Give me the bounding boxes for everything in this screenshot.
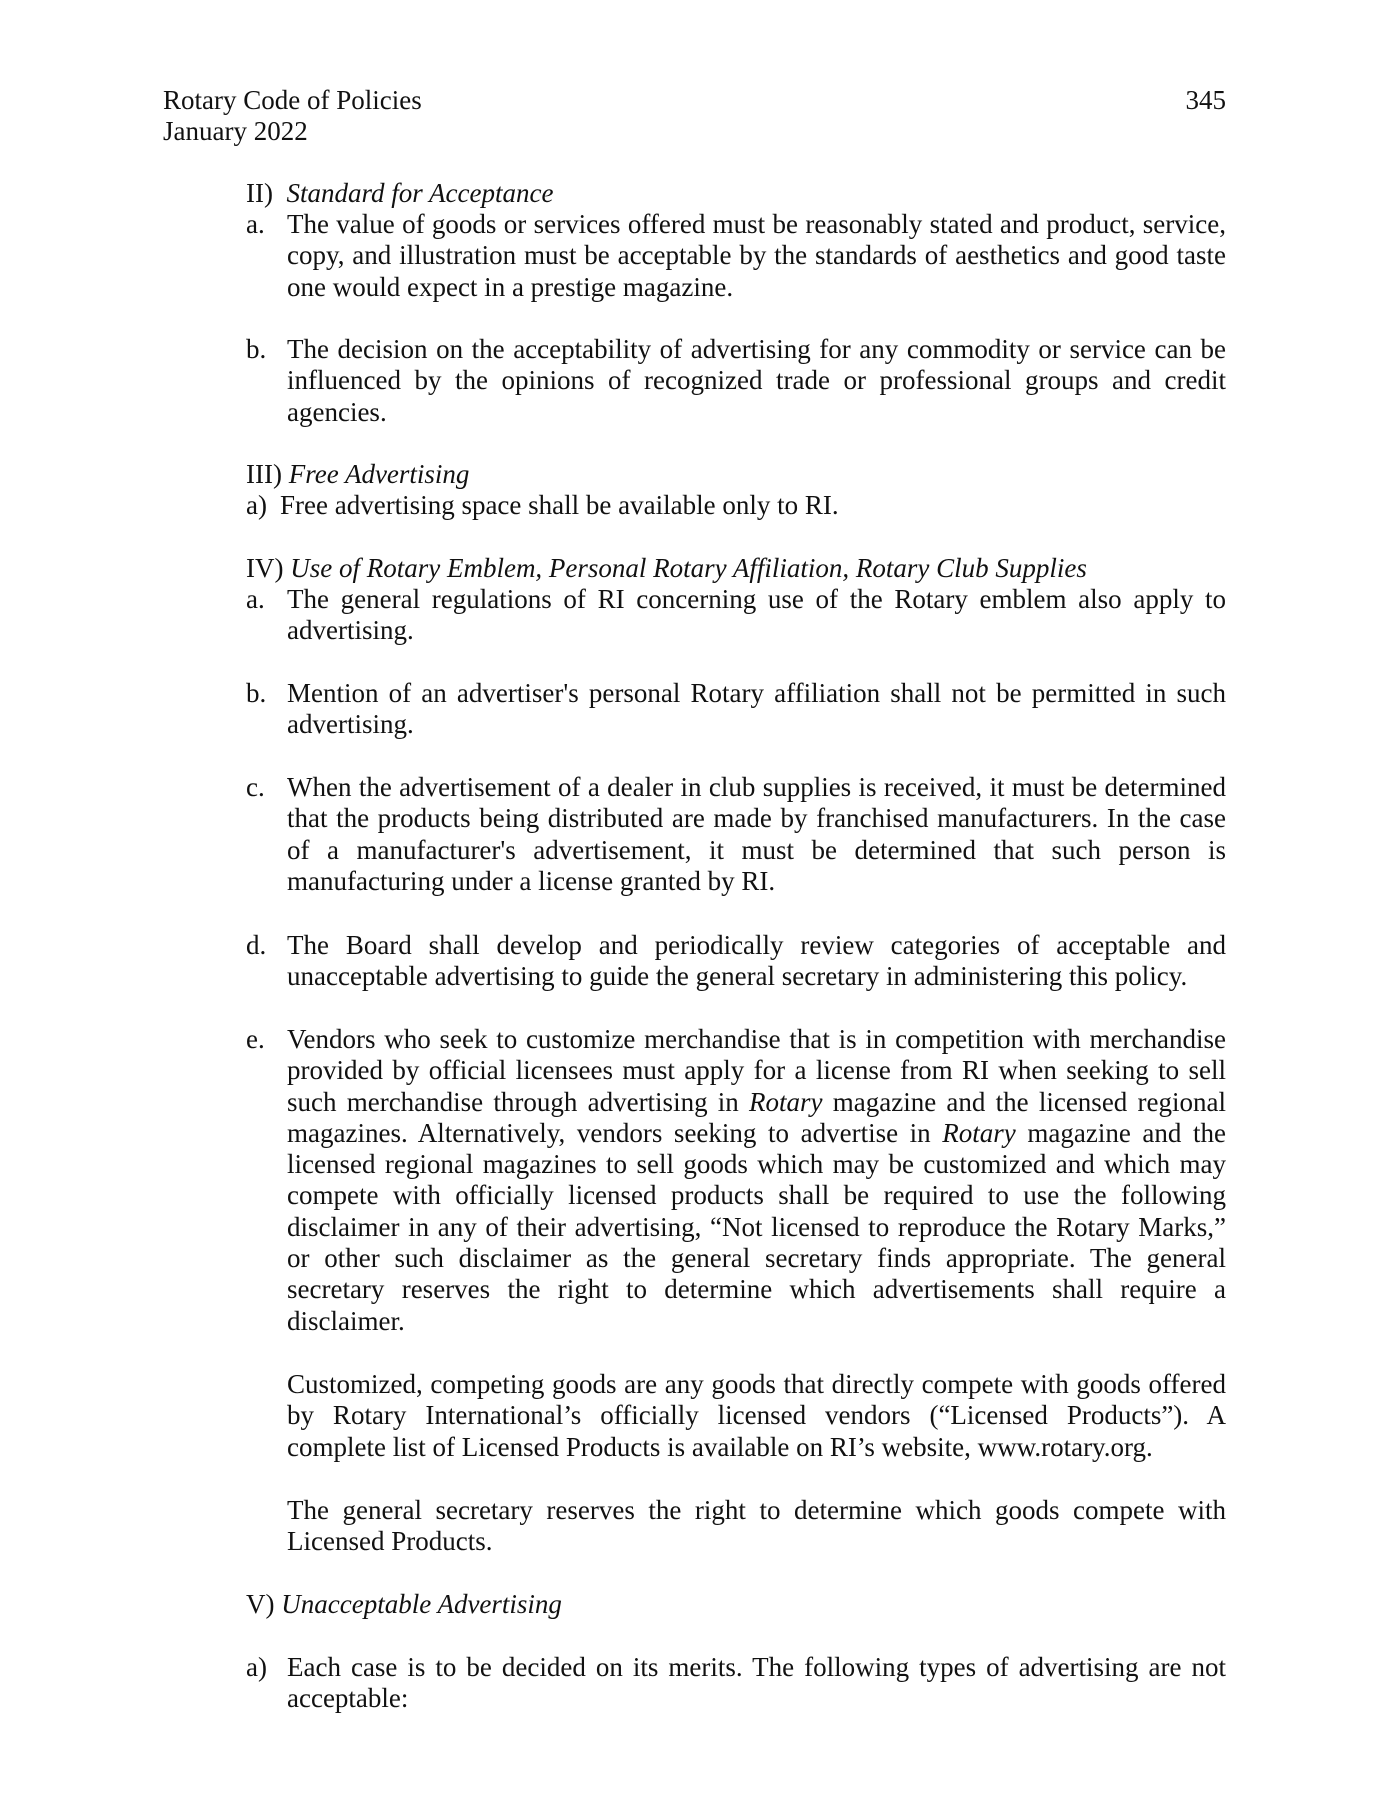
item-label: b. xyxy=(246,334,267,364)
list-item xyxy=(246,490,1226,521)
item-text: Mention of an advertiser's personal Rotary affiliation shall not be permitted in such advertising. xyxy=(287,678,1226,740)
section-heading-unacceptable-advertising xyxy=(246,1589,562,1620)
item-label: b. xyxy=(246,678,267,708)
item-label: c. xyxy=(246,772,265,802)
section-heading-free-advertising xyxy=(246,459,469,490)
text-run: magazine and the licensed regional magazines. Alternatively, vendors seeking to advertise in xyxy=(287,1086,1226,1148)
item-text: The value of goods or services offered must be reasonably stated and product, service, copy, and illustration must be acceptable by the standards of aesthetics and good taste one would expect in a prestige magazine. xyxy=(287,209,1226,302)
item-text: Each case is to be decided on its merits. The following types of advertising are not acceptable: xyxy=(287,1652,1226,1714)
header-title: Rotary Code of Policies xyxy=(163,85,422,115)
item-text: When the advertisement of a dealer in club supplies is received, it must be determined that the products being distributed are made by franchised manufacturers. In the case of a manufacturer's advertisement, it must be determined that such person is manufacturing under a license granted by RI. xyxy=(287,772,1226,896)
text-run: magazine and the licensed regional magazines to sell goods which may be customized and which may compete with officially licensed products shall be required to use the following disclaimer in any of their advertising, “Not licensed to reproduce the Rotary Marks,” or other such disclaimer as the general secretary finds appropriate. The general secretary reserves the right to determine which advertisements shall require a disclaimer. xyxy=(287,1117,1226,1336)
section-heading-standard-for-acceptance xyxy=(246,178,553,209)
list-item xyxy=(246,772,1226,897)
section-number: II) xyxy=(246,178,273,208)
text-run: Vendors who seek to customize merchandise that is in competition with merchandise provided by official licensees must apply for a license from RI when seeking to sell such merchandise through advertising in xyxy=(287,1024,1226,1117)
magazine-title: Rotary xyxy=(749,1086,823,1117)
item-label: e. xyxy=(246,1024,265,1054)
item-text: The decision on the acceptability of advertising for any commodity or service can be influenced by the opinions of recognized trade or professional groups and credit agencies. xyxy=(287,334,1226,427)
section-heading-use-of-rotary-emblem xyxy=(246,553,1087,584)
item-label: a. xyxy=(246,209,265,239)
list-item xyxy=(246,584,1226,647)
section-number: IV) xyxy=(246,553,284,583)
item-label: a) xyxy=(246,1652,267,1682)
list-item xyxy=(246,930,1226,993)
list-item xyxy=(246,334,1226,428)
list-item xyxy=(246,209,1226,303)
list-item xyxy=(246,1024,1226,1337)
paragraph-secretary-rights: The general secretary reserves the right to determine which goods compete with Licensed Products. xyxy=(287,1495,1226,1557)
item-text: Free advertising space shall be available only to RI. xyxy=(280,490,839,520)
page-number: 345 xyxy=(1185,85,1226,115)
paragraph-customized-goods: Customized, competing goods are any goods that directly compete with goods offered by Rotary International’s officially licensed vendors (“Licensed Products”). A complete list of Licensed Products is available on RI’s website, www.rotary.org. xyxy=(287,1369,1226,1462)
item-text: The general regulations of RI concerning use of the Rotary emblem also apply to advertising. xyxy=(287,584,1226,646)
item-label: a. xyxy=(246,584,265,614)
section-number: III) xyxy=(246,459,282,489)
section-title: Use of Rotary Emblem, Personal Rotary Affiliation, Rotary Club Supplies xyxy=(290,553,1087,583)
list-item xyxy=(246,1652,1226,1715)
section-title: Unacceptable Advertising xyxy=(281,1589,562,1619)
header-date: January 2022 xyxy=(163,116,308,146)
list-item xyxy=(246,678,1226,741)
item-label: a) xyxy=(246,490,267,520)
item-text: The Board shall develop and periodically review categories of acceptable and unacceptable advertising to guide the general secretary in administering this policy. xyxy=(287,930,1226,992)
item-text xyxy=(287,1024,1226,1337)
section-title: Free Advertising xyxy=(288,459,470,489)
section-title: Standard for Acceptance xyxy=(286,178,554,208)
section-number: V) xyxy=(246,1589,275,1619)
item-label: d. xyxy=(246,930,267,960)
magazine-title: Rotary xyxy=(942,1117,1016,1148)
